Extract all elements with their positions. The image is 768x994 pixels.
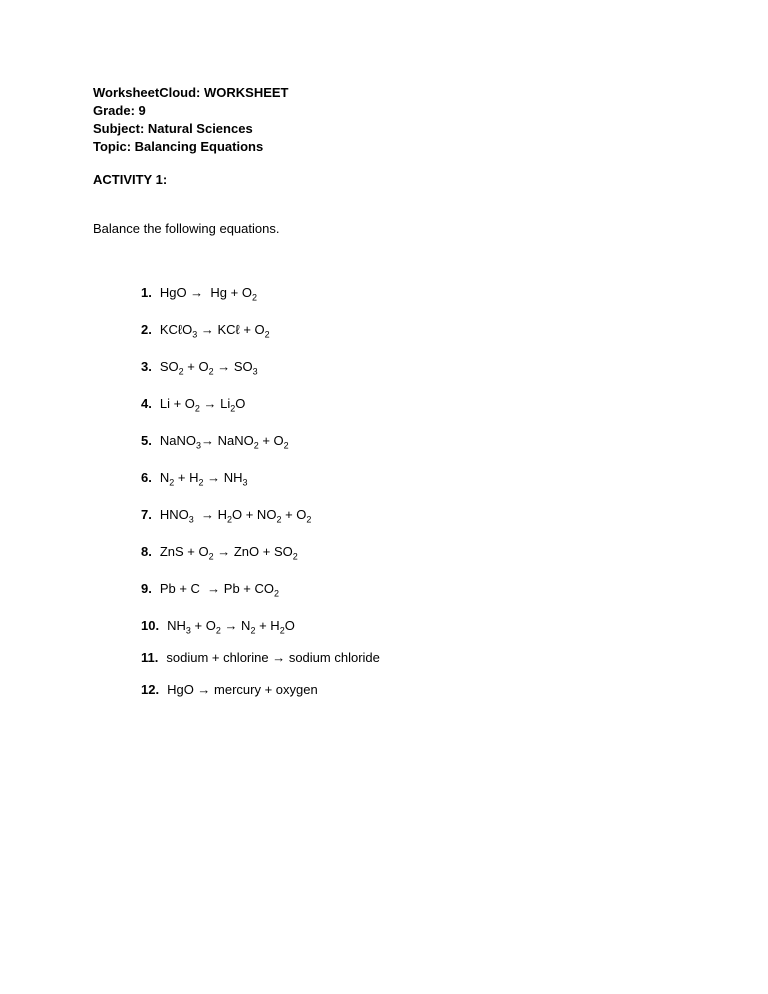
subscript: 2	[251, 292, 257, 303]
subscript: 2	[276, 514, 282, 525]
activity-heading: ACTIVITY 1:	[93, 172, 168, 187]
equation-number: 11.	[141, 650, 159, 665]
equation-item	[141, 618, 380, 650]
equation-item	[141, 433, 380, 470]
worksheet-header	[93, 84, 289, 156]
equation-item	[141, 581, 380, 618]
equation-text: $Pb + C \to Pb + CO_2$	[159, 581, 280, 599]
subscript: 2	[194, 403, 200, 414]
equation-text: $N_2 + H_2 \to NH_3$	[159, 470, 248, 488]
equation-item	[141, 322, 380, 359]
equation-number: 3.	[141, 359, 152, 374]
subscript: 2	[169, 477, 175, 488]
subscript: 3	[192, 329, 198, 340]
equation-text: HgO → mercury + oxygen	[167, 682, 318, 697]
subscript: 2	[306, 514, 312, 525]
subscript: 2	[178, 366, 184, 377]
subscript: 3	[188, 514, 194, 525]
subscript: 2	[274, 588, 280, 599]
equation-list	[141, 285, 380, 714]
subscript: 2	[208, 366, 214, 377]
equation-number: 8.	[141, 544, 152, 559]
equation-number: 5.	[141, 433, 152, 448]
equation-text: $SO_2 + O_2 \to SO_3$	[159, 359, 258, 377]
instruction-text: Balance the following equations.	[93, 221, 280, 236]
subscript: 3	[252, 366, 258, 377]
equation-text: $NH_3 + O_2 \to N_2 + H_2O$	[167, 618, 295, 636]
subscript: 3	[195, 440, 201, 451]
subscript: 3	[185, 625, 191, 636]
equation-number: 2.	[141, 322, 152, 337]
equation-number: 6.	[141, 470, 152, 485]
subscript: 2	[283, 440, 289, 451]
subscript: 2	[279, 625, 285, 636]
equation-text: NaNO$_3$→ NaNO$_2$ + $O_2$	[159, 433, 289, 451]
subscript: 2	[230, 403, 236, 414]
equation-text: $Li + O_2 \to Li_2O$	[159, 396, 246, 414]
equation-text: $HNO_3 \to H_2O + NO_2 + O_2$	[159, 507, 312, 525]
subscript: 2	[253, 440, 259, 451]
equation-number: 4.	[141, 396, 152, 411]
equation-text: HgO → $Hg + O_2$	[159, 285, 257, 303]
equation-item	[141, 470, 380, 507]
subscript: 2	[264, 329, 270, 340]
equation-item	[141, 396, 380, 433]
subscript: 2	[198, 477, 204, 488]
worksheet-title: WorksheetCloud: WORKSHEET	[93, 85, 289, 100]
equation-number: 1.	[141, 285, 152, 300]
equation-text: sodium + chlorine → sodium chloride	[166, 650, 380, 665]
subject-label: Subject: Natural Sciences	[93, 121, 253, 136]
equation-text: ZnS + $O_2$ → ZnO + $SO_2$	[159, 544, 298, 562]
equation-number: 7.	[141, 507, 152, 522]
equation-item	[141, 650, 380, 682]
subscript: 2	[292, 551, 298, 562]
equation-number: 9.	[141, 581, 152, 596]
subscript: 2	[208, 551, 214, 562]
topic-label: Topic: Balancing Equations	[93, 139, 264, 154]
equation-text: KCℓO$_3$ → KCℓ + $O_2$	[159, 322, 270, 340]
subscript: 2	[226, 514, 232, 525]
subscript: 2	[250, 625, 256, 636]
equation-number: 12.	[141, 682, 160, 697]
equation-item	[141, 544, 380, 581]
equation-item	[141, 359, 380, 396]
equation-item	[141, 507, 380, 544]
grade-label: Grade: 9	[93, 103, 146, 118]
equation-number: 10.	[141, 618, 160, 633]
subscript: 2	[215, 625, 221, 636]
subscript: 3	[242, 477, 248, 488]
equation-item	[141, 285, 380, 322]
equation-item	[141, 682, 380, 714]
